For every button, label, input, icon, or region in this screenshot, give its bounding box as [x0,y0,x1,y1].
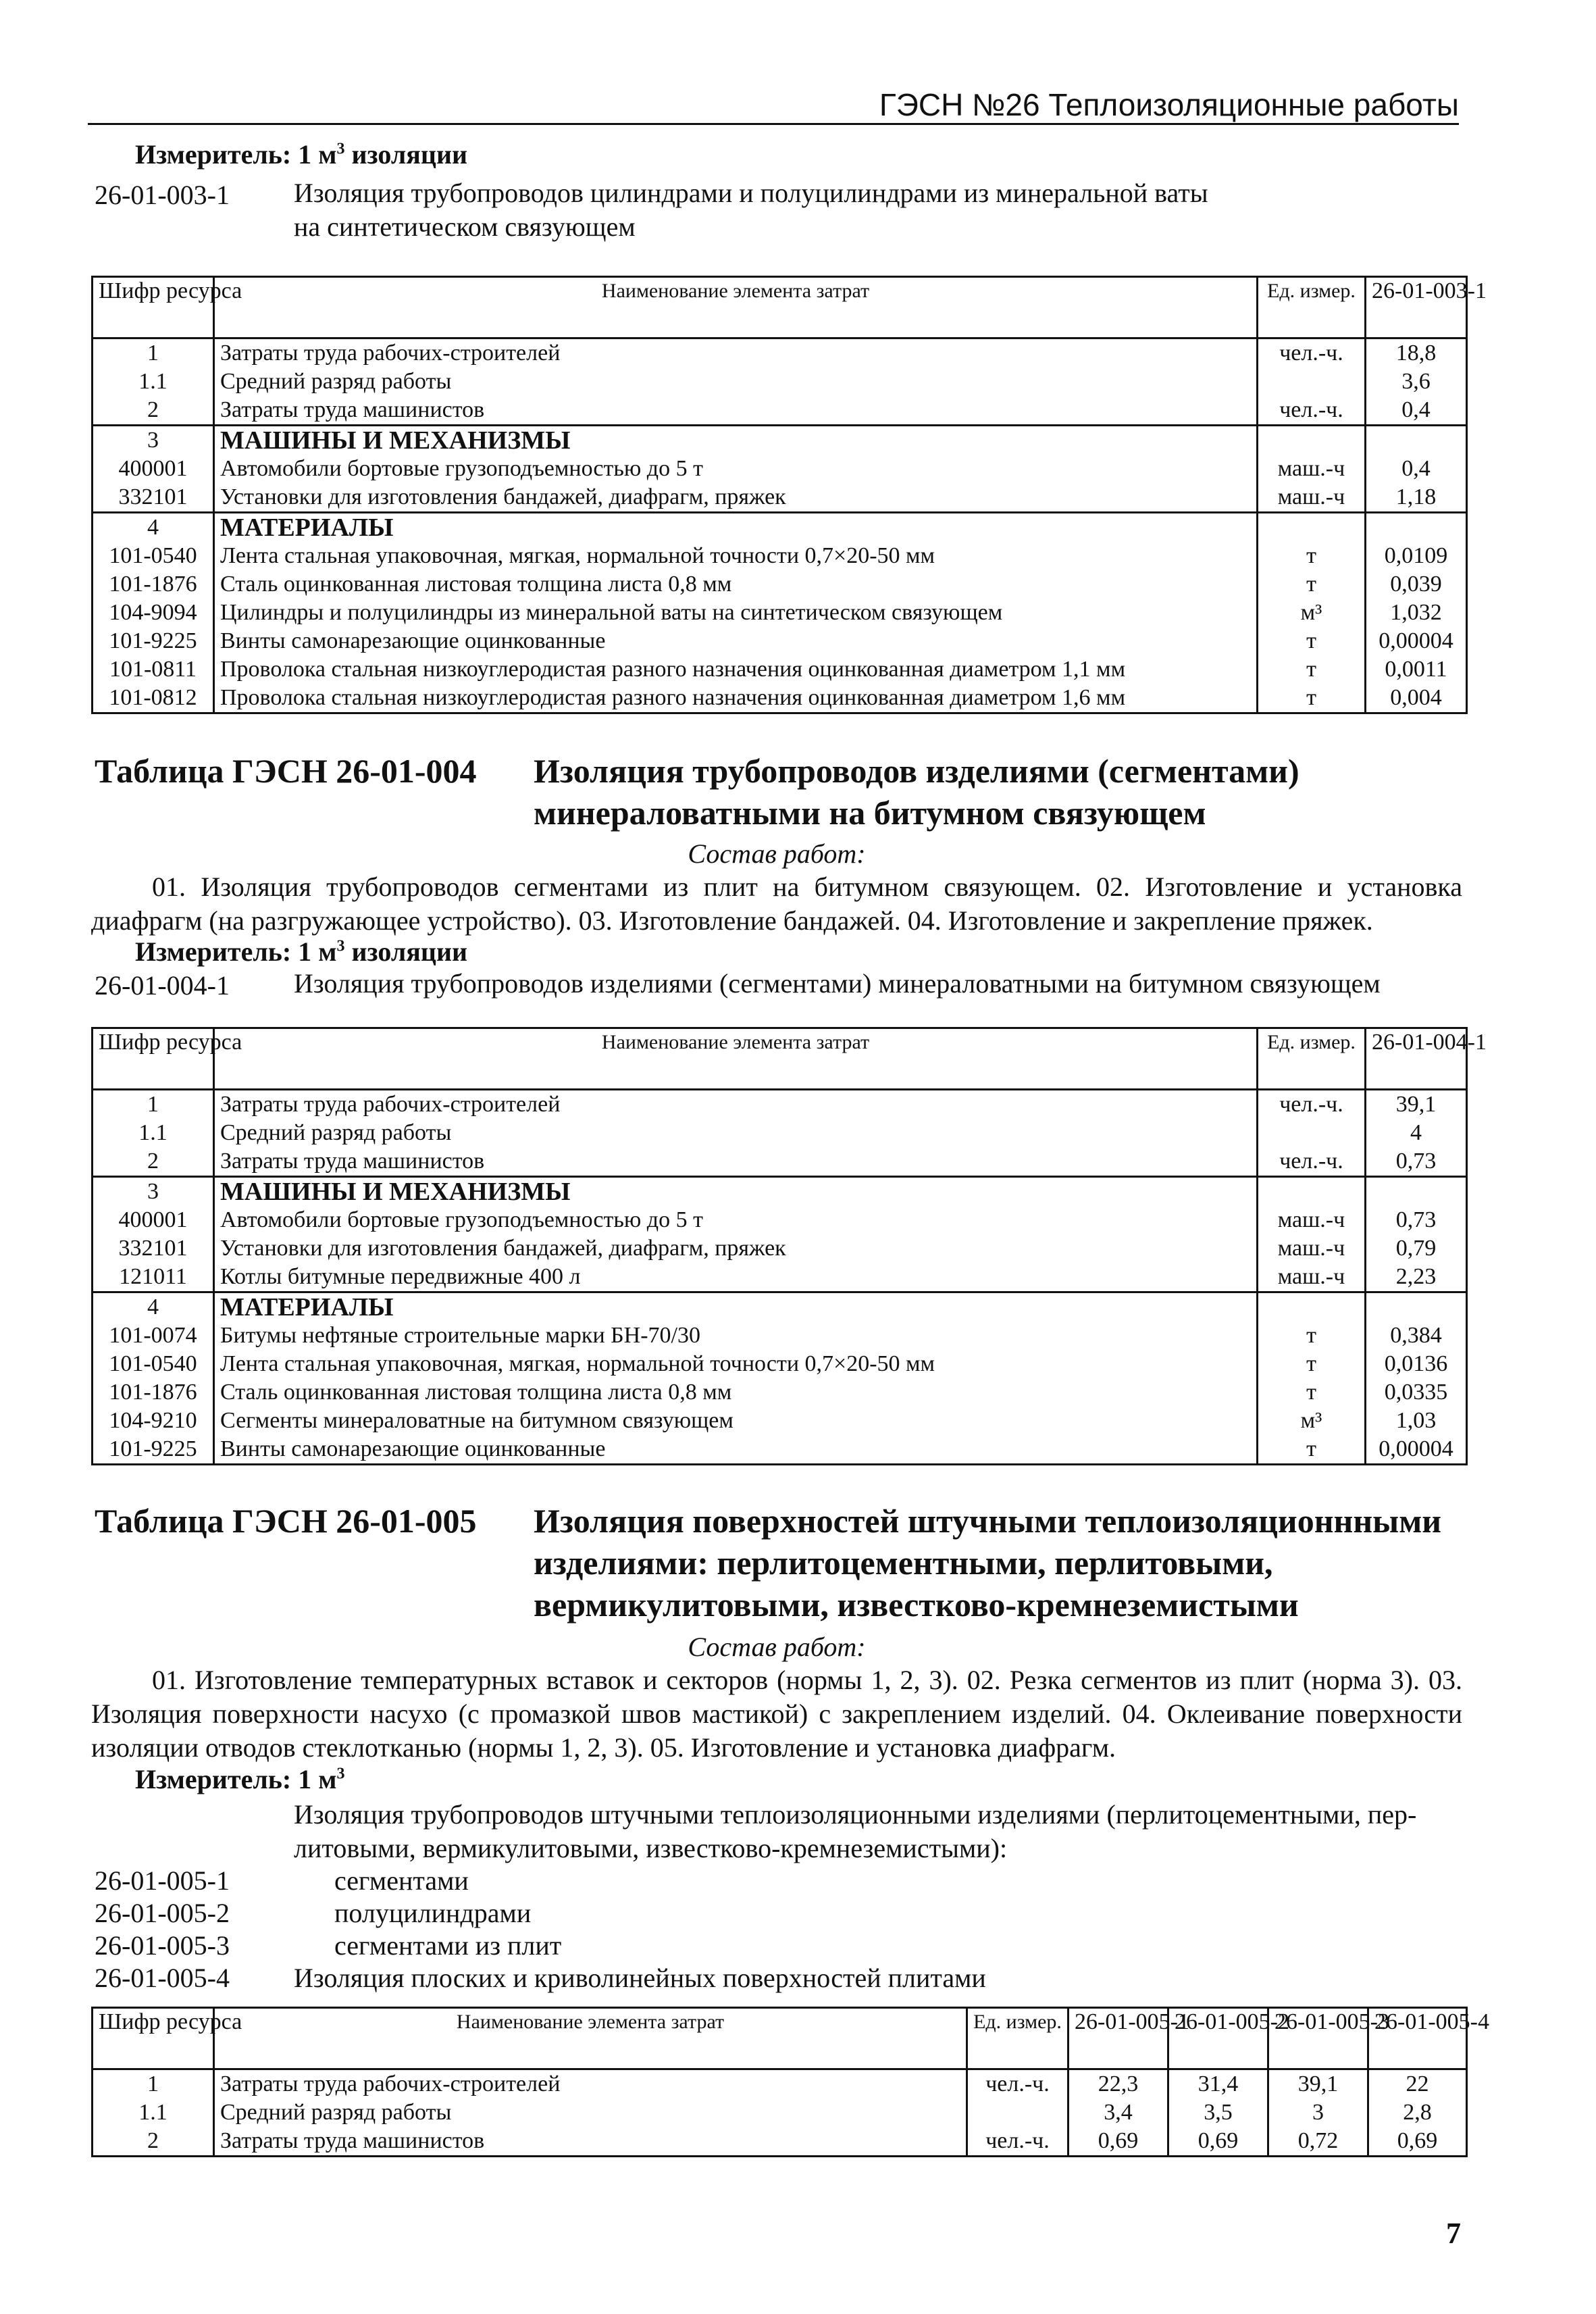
header-row [93,2008,1467,2069]
row-unit: т [1258,542,1366,570]
row-value [1366,426,1467,455]
row-code: 400001 [93,1206,214,1234]
page-header [88,86,1459,125]
item-text: полуцилиндрами [334,1898,532,1928]
row-name: Винты самонарезающие оцинкованные [214,1435,1258,1465]
table-row [93,396,1467,426]
row-value: 3 [1268,2098,1368,2127]
row-code: 332101 [93,483,214,513]
table-row [93,513,1467,543]
row-value: 39,1 [1366,1090,1467,1120]
table-row [93,1407,1467,1435]
row-unit: маш.-ч [1258,1263,1366,1292]
item-code: 26-01-005-1 [95,1865,230,1896]
row-unit: м³ [1258,599,1366,627]
header-unit: Ед. измер. [1258,1028,1366,1090]
table-row [93,1435,1467,1465]
row-value: 0,0011 [1366,655,1467,684]
row-unit: чел.-ч. [1258,396,1366,426]
row-name: Сталь оцинкованная листовая толщина листа 0,8 мм [214,570,1258,599]
row-unit: маш.-ч [1258,455,1366,483]
row-value: 0,039 [1366,570,1467,599]
row-value: 0,72 [1268,2127,1368,2157]
row-value: 0,73 [1366,1147,1467,1177]
row-unit: маш.-ч [1258,1234,1366,1263]
row-value: 0,73 [1366,1206,1467,1234]
item-texts-005 [294,1865,986,1994]
row-name: Установки для изготовления бандажей, диафрагм, пряжек [214,483,1258,513]
item-codes-005 [95,1865,230,1994]
row-value: 3,5 [1168,2098,1268,2127]
row-name: Лента стальная упаковочная, мягкая, нормальной точности 0,7×20-50 мм [214,542,1258,570]
row-unit: т [1258,1435,1366,1465]
table-003 [91,276,1487,714]
desc-003-1-line1: Изоляция трубопроводов цилиндрами и полуцилиндрами из минеральной ваты [294,178,1208,208]
row-name: Автомобили бортовые грузоподъемностью до 5 т [214,1206,1258,1234]
measure-004: Измеритель: 1 $м^3$ изоляции [135,936,468,967]
row-value: 1,18 [1366,483,1467,513]
row-code: 104-9210 [93,1407,214,1435]
item-text: сегментами [334,1865,469,1896]
row-name: Затраты труда машинистов [214,2127,967,2157]
row-value: 0,69 [1368,2127,1467,2157]
table-row [93,542,1467,570]
table-label-004: Таблица ГЭСН 26-01-004 [95,752,477,790]
row-name: Цилиндры и полуцилиндры из минеральной ваты на синтетическом связующем [214,599,1258,627]
row-name: Сегменты минераловатные на битумном связующем [214,1407,1258,1435]
table-row [93,426,1467,455]
row-name: Затраты труда машинистов [214,1147,1258,1177]
table-row [93,338,1467,368]
row-value: 0,004 [1366,684,1467,713]
row-name: Проволока стальная низкоуглеродистая разного назначения оцинкованная диаметром 1,6 мм [214,684,1258,713]
header-row [93,1028,1467,1090]
row-unit [1258,1119,1366,1147]
table-005 [91,2007,1489,2157]
row-value: 0,384 [1366,1322,1467,1350]
row-code: 1 [93,338,214,368]
row-code: 400001 [93,455,214,483]
row-value: 0,4 [1366,455,1467,483]
row-code: 4 [93,1292,214,1322]
row-name: Автомобили бортовые грузоподъемностью до 5 т [214,455,1258,483]
header-code: Шифр ресурса [93,1028,214,1090]
row-code: 4 [93,513,214,543]
table-row [93,1263,1467,1292]
row-value: 0,0335 [1366,1378,1467,1407]
row-unit [1258,368,1366,396]
row-code: 101-0811 [93,655,214,684]
measure-003: Измеритель: 1 $м^3$ изоляции [135,139,468,170]
row-code: 1.1 [93,2098,214,2127]
header-col: 26-01-005-1 [1069,2008,1168,2069]
row-code: 101-9225 [93,1435,214,1465]
row-unit: чел.-ч. [1258,1147,1366,1177]
row-name: Затраты труда рабочих-строителей [214,1090,1258,1120]
row-unit: т [1258,1378,1366,1407]
row-value: 0,00004 [1366,627,1467,655]
table-row [93,1147,1467,1177]
table-row [93,483,1467,513]
row-name: Средний разряд работы [214,1119,1258,1147]
row-name: Затраты труда рабочих-строителей [214,2069,967,2099]
row-code: 1 [93,2069,214,2099]
row-name: Котлы битумные передвижные 400 л [214,1263,1258,1292]
table-row [93,570,1467,599]
header-name: Наименование элемента затрат [214,277,1258,338]
row-value: 31,4 [1168,2069,1268,2099]
row-code: 101-0812 [93,684,214,713]
row-code: 2 [93,1147,214,1177]
row-value: 3,4 [1069,2098,1168,2127]
header-code: Шифр ресурса [93,277,214,338]
item-code: 26-01-005-4 [95,1963,230,1993]
row-value: 0,69 [1168,2127,1268,2157]
table-row [93,1206,1467,1234]
table-row [93,627,1467,655]
item-text: сегментами из плит [334,1930,562,1961]
header-col: 26-01-003-1 [1366,277,1467,338]
row-unit: чел.-ч. [1258,338,1366,368]
row-code: 2 [93,2127,214,2157]
table-row [93,655,1467,684]
table-title-004-line1: Изоляция трубопроводов изделиями (сегментами) [534,752,1299,790]
row-name: Сталь оцинкованная листовая толщина листа 0,8 мм [214,1378,1258,1407]
header-col: 26-01-005-4 [1368,2008,1467,2069]
row-unit [1258,513,1366,543]
measure-005: Измеритель: 1 $м^3$ [135,1764,345,1794]
composition-label-005: Состав работ: [688,1632,866,1662]
table-row [93,1292,1467,1322]
intro-005-line1: Изоляция трубопроводов штучными теплоизоляционными изделиями (перлитоцементными, пер- [294,1799,1417,1830]
row-name: МАТЕРИАЛЫ [214,513,1258,543]
row-value: 1,03 [1366,1407,1467,1435]
header-name: Наименование элемента затрат [214,1028,1258,1090]
header-col: 26-01-005-3 [1268,2008,1368,2069]
row-code: 3 [93,426,214,455]
header-title: ГЭСН №26 Теплоизоляционные работы [879,87,1459,122]
table-row [93,2098,1467,2127]
header-col: 26-01-005-2 [1168,2008,1268,2069]
row-unit: т [1258,627,1366,655]
row-code: 101-0540 [93,542,214,570]
row-unit [1258,1177,1366,1207]
row-unit: т [1258,684,1366,713]
row-code: 1.1 [93,368,214,396]
table-row [93,1119,1467,1147]
row-name: Затраты труда машинистов [214,396,1258,426]
row-value [1366,513,1467,543]
row-value: 0,0109 [1366,542,1467,570]
row-name: Средний разряд работы [214,368,1258,396]
row-unit: чел.-ч. [967,2069,1069,2099]
row-name: МАШИНЫ И МЕХАНИЗМЫ [214,426,1258,455]
item-code: 26-01-005-3 [95,1930,230,1961]
table-row [93,1090,1467,1120]
row-unit: т [1258,655,1366,684]
row-value: 22,3 [1069,2069,1168,2099]
desc-004-1: Изоляция трубопроводов изделиями (сегментами) минераловатными на битумном связующем [294,968,1381,999]
table-row [93,684,1467,713]
row-unit [1258,1292,1366,1322]
row-value: 0,0136 [1366,1350,1467,1378]
row-code: 104-9094 [93,599,214,627]
table-row [93,455,1467,483]
row-value [1366,1292,1467,1322]
code-003-1: 26-01-003-1 [95,180,230,210]
table-row [93,1177,1467,1207]
page-number: 7 [1446,2217,1461,2250]
work-composition-004: 01. Изоляция трубопроводов сегментами из плит на битумном связующем. 02. Изготовление и установка диафрагм (на разгружающее устройство). 03. Изготовление бандажей. 04. Изготовление и закрепление пряжек. [91,872,1462,936]
row-code: 101-9225 [93,627,214,655]
table-row [93,599,1467,627]
row-unit: чел.-ч. [1258,1090,1366,1120]
table-label-005: Таблица ГЭСН 26-01-005 [95,1502,477,1540]
row-value: 4 [1366,1119,1467,1147]
header-name: Наименование элемента затрат [214,2008,967,2069]
row-code: 121011 [93,1263,214,1292]
row-unit [1258,426,1366,455]
row-code: 101-0540 [93,1350,214,1378]
row-name: Лента стальная упаковочная, мягкая, нормальной точности 0,7×20-50 мм [214,1350,1258,1378]
table-title-005-line3: вермикулитовыми, известково-кремнеземистыми [534,1586,1299,1624]
intro-005-line2: литовыми, вермикулитовыми, известково-кремнеземистыми): [294,1833,1008,1863]
item-code: 26-01-005-2 [95,1898,230,1928]
row-code: 1 [93,1090,214,1120]
row-code: 101-1876 [93,1378,214,1407]
row-value: 2,23 [1366,1263,1467,1292]
row-unit: т [1258,1322,1366,1350]
table-row [93,1378,1467,1407]
table-title-004-line2: минераловатными на битумном связующем [534,794,1206,832]
row-value: 3,6 [1366,368,1467,396]
desc-003-1-line2: на синтетическом связующем [294,211,636,242]
row-value: 0,00004 [1366,1435,1467,1465]
row-value: 0,69 [1069,2127,1168,2157]
table-row [93,2127,1467,2157]
row-code: 1.1 [93,1119,214,1147]
row-unit: м³ [1258,1407,1366,1435]
row-unit: маш.-ч [1258,483,1366,513]
row-unit [967,2098,1069,2127]
row-value: 18,8 [1366,338,1467,368]
row-value [1366,1177,1467,1207]
table-row [93,1322,1467,1350]
table-row [93,1234,1467,1263]
row-code: 3 [93,1177,214,1207]
row-code: 101-1876 [93,570,214,599]
work-composition-005: 01. Изготовление температурных вставок и секторов (нормы 1, 2, 3). 02. Резка сегментов из плит (норма 3). 03. Изоляция поверхности насухо (с промазкой швов мастикой) с закреплением изделий. 04. Оклеивание поверхности изоляции отводов стеклотканью (нормы 1, 2, 3). 05. Изготовление и установка диафрагм. [91,1665,1462,1763]
row-name: МАШИНЫ И МЕХАНИЗМЫ [214,1177,1258,1207]
header-code: Шифр ресурса [93,2008,214,2069]
row-name: Затраты труда рабочих-строителей [214,338,1258,368]
table-row [93,368,1467,396]
row-code: 2 [93,396,214,426]
table-004 [91,1027,1487,1465]
table-title-005-line1: Изоляция поверхностей штучными теплоизоляционнными [534,1502,1442,1540]
row-name: Проволока стальная низкоуглеродистая разного назначения оцинкованная диаметром 1,1 мм [214,655,1258,684]
row-name: Битумы нефтяные строительные марки БН-70/30 [214,1322,1258,1350]
item-text: Изоляция плоских и криволинейных поверхностей плитами [294,1963,986,1993]
header-col: 26-01-004-1 [1366,1028,1467,1090]
row-name: Средний разряд работы [214,2098,967,2127]
header-unit: Ед. измер. [967,2008,1069,2069]
code-004-1: 26-01-004-1 [95,970,230,1001]
row-value: 2,8 [1368,2098,1467,2127]
row-value: 22 [1368,2069,1467,2099]
row-value: 1,032 [1366,599,1467,627]
header-unit: Ед. измер. [1258,277,1366,338]
row-code: 101-0074 [93,1322,214,1350]
row-unit: маш.-ч [1258,1206,1366,1234]
row-code: 332101 [93,1234,214,1263]
row-unit: т [1258,1350,1366,1378]
row-value: 0,4 [1366,396,1467,426]
row-value: 0,79 [1366,1234,1467,1263]
row-unit: чел.-ч. [967,2127,1069,2157]
table-title-005-line2: изделиями: перлитоцементными, перлитовыми, [534,1544,1273,1582]
table-row [93,2069,1467,2099]
row-name: Установки для изготовления бандажей, диафрагм, пряжек [214,1234,1258,1263]
row-name: МАТЕРИАЛЫ [214,1292,1258,1322]
row-value: 39,1 [1268,2069,1368,2099]
table-row [93,1350,1467,1378]
header-row [93,277,1467,338]
row-unit: т [1258,570,1366,599]
row-name: Винты самонарезающие оцинкованные [214,627,1258,655]
composition-label-004: Состав работ: [688,838,866,869]
